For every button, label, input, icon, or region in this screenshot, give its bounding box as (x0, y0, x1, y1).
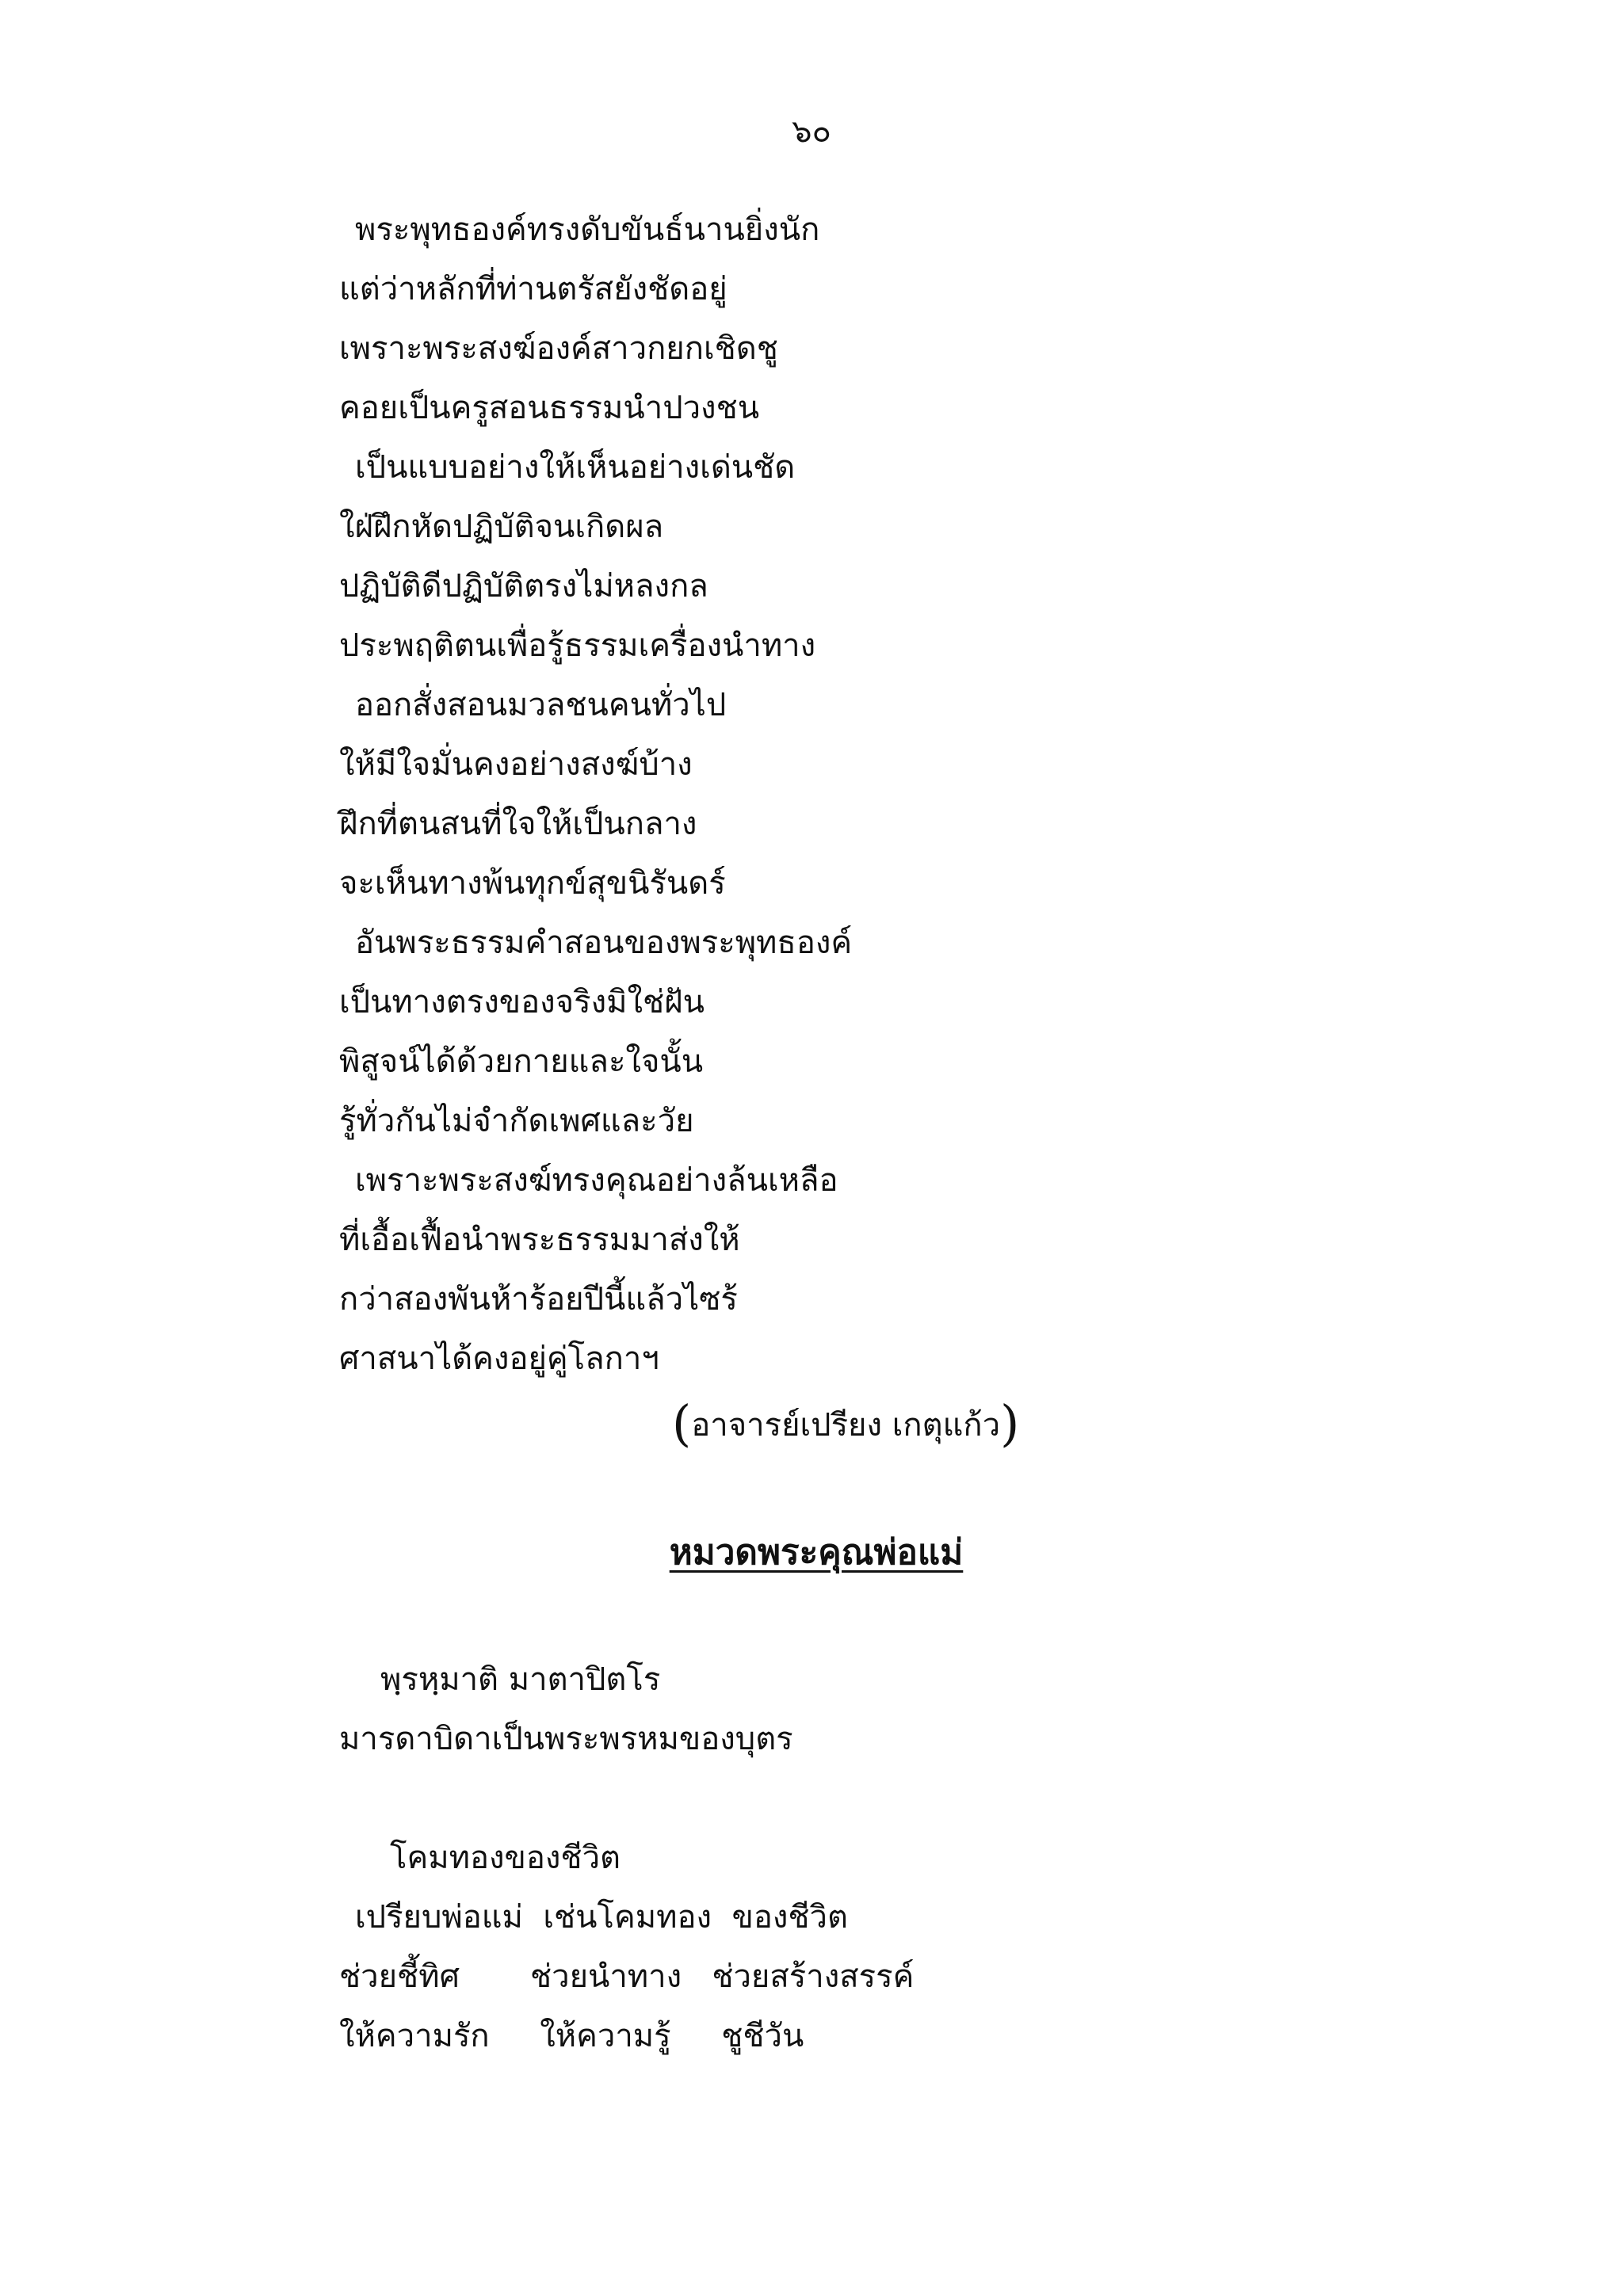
verse-line: ที่เอื้อเฟื้อนำพระธรรมมาส่งให้ (339, 1222, 740, 1258)
page-number: ๖๐ (792, 113, 831, 150)
verse-line: ใฝ่ฝึกหัดปฏิบัติจนเกิดผล (339, 509, 664, 545)
verse-line: เพราะพระสงฆ์องค์สาวกยกเชิดชู (339, 330, 778, 367)
verse-line: ฝึกที่ตนสนที่ใจให้เป็นกลาง (339, 806, 697, 842)
verse-line: กว่าสองพันห้าร้อยปีนี้แล้วไซร้ (339, 1281, 738, 1318)
verse-line: จะเห็นทางพ้นทุกข์สุขนิรันดร์ (339, 865, 726, 902)
verse-line: ประพฤติตนเพื่อรู้ธรรมเครื่องนำทาง (339, 627, 816, 664)
poem-line: ให้ความรัก ให้ความรู้ ชูชีวัน (339, 2018, 804, 2054)
verse-line: ศาสนาได้คงอยู่คู่โลกาฯ (339, 1341, 659, 1377)
poem-line: เปรียบพ่อแม่ เช่นโคมทอง ของชีวิต (355, 1899, 848, 1936)
verse-line: พระพุทธองค์ทรงดับขันธ์นานยิ่งนัก (355, 212, 820, 248)
attribution-open-paren: ( (672, 1394, 692, 1452)
section-heading-wrap (666, 1529, 967, 1577)
verse-line: อันพระธรรมคำสอนของพระพุทธองค์ (355, 925, 853, 961)
pali-translation: มารดาบิดาเป็นพระพรหมของบุตร (339, 1721, 793, 1757)
verse-line: ปฏิบัติดีปฏิบัติตรงไม่หลงกล (339, 568, 708, 605)
verse-line: รู้ทั่วกันไม่จำกัดเพศและวัย (339, 1103, 694, 1139)
verse-line: ออกสั่งสอนมวลชนคนทั่วไป (355, 687, 727, 723)
attribution-close-paren: ) (1000, 1394, 1020, 1452)
verse-line: เป็นแบบอย่างให้เห็นอย่างเด่นชัด (355, 449, 796, 486)
section-heading: หมวดพระคุณพ่อแม่ (669, 1532, 964, 1573)
verse-line: ให้มีใจมั่นคงอย่างสงฆ์บ้าง (339, 746, 693, 783)
poem-line: ช่วยชี้ทิศ ช่วยนำทาง ช่วยสร้างสรรค์ (339, 1958, 915, 1995)
verse-line: เพราะพระสงฆ์ทรงคุณอย่างล้นเหลือ (355, 1162, 838, 1199)
verse-line: แต่ว่าหลักที่ท่านตรัสยังชัดอยู่ (339, 271, 727, 307)
verse-line: คอยเป็นครูสอนธรรมนำปวงชน (339, 390, 760, 426)
verse-line: เป็นทางตรงของจริงมิใช่ฝัน (339, 984, 705, 1020)
attribution-author: อาจารย์เปรียง เกตุแก้ว (691, 1407, 1001, 1444)
poem-title: โคมทองของชีวิต (390, 1840, 621, 1876)
pali-line: พฺรหฺมาติ มาตาปิตโร (380, 1661, 661, 1698)
attribution (672, 1394, 1020, 1452)
verse-line: พิสูจน์ได้ด้วยกายและใจนั้น (339, 1043, 704, 1080)
